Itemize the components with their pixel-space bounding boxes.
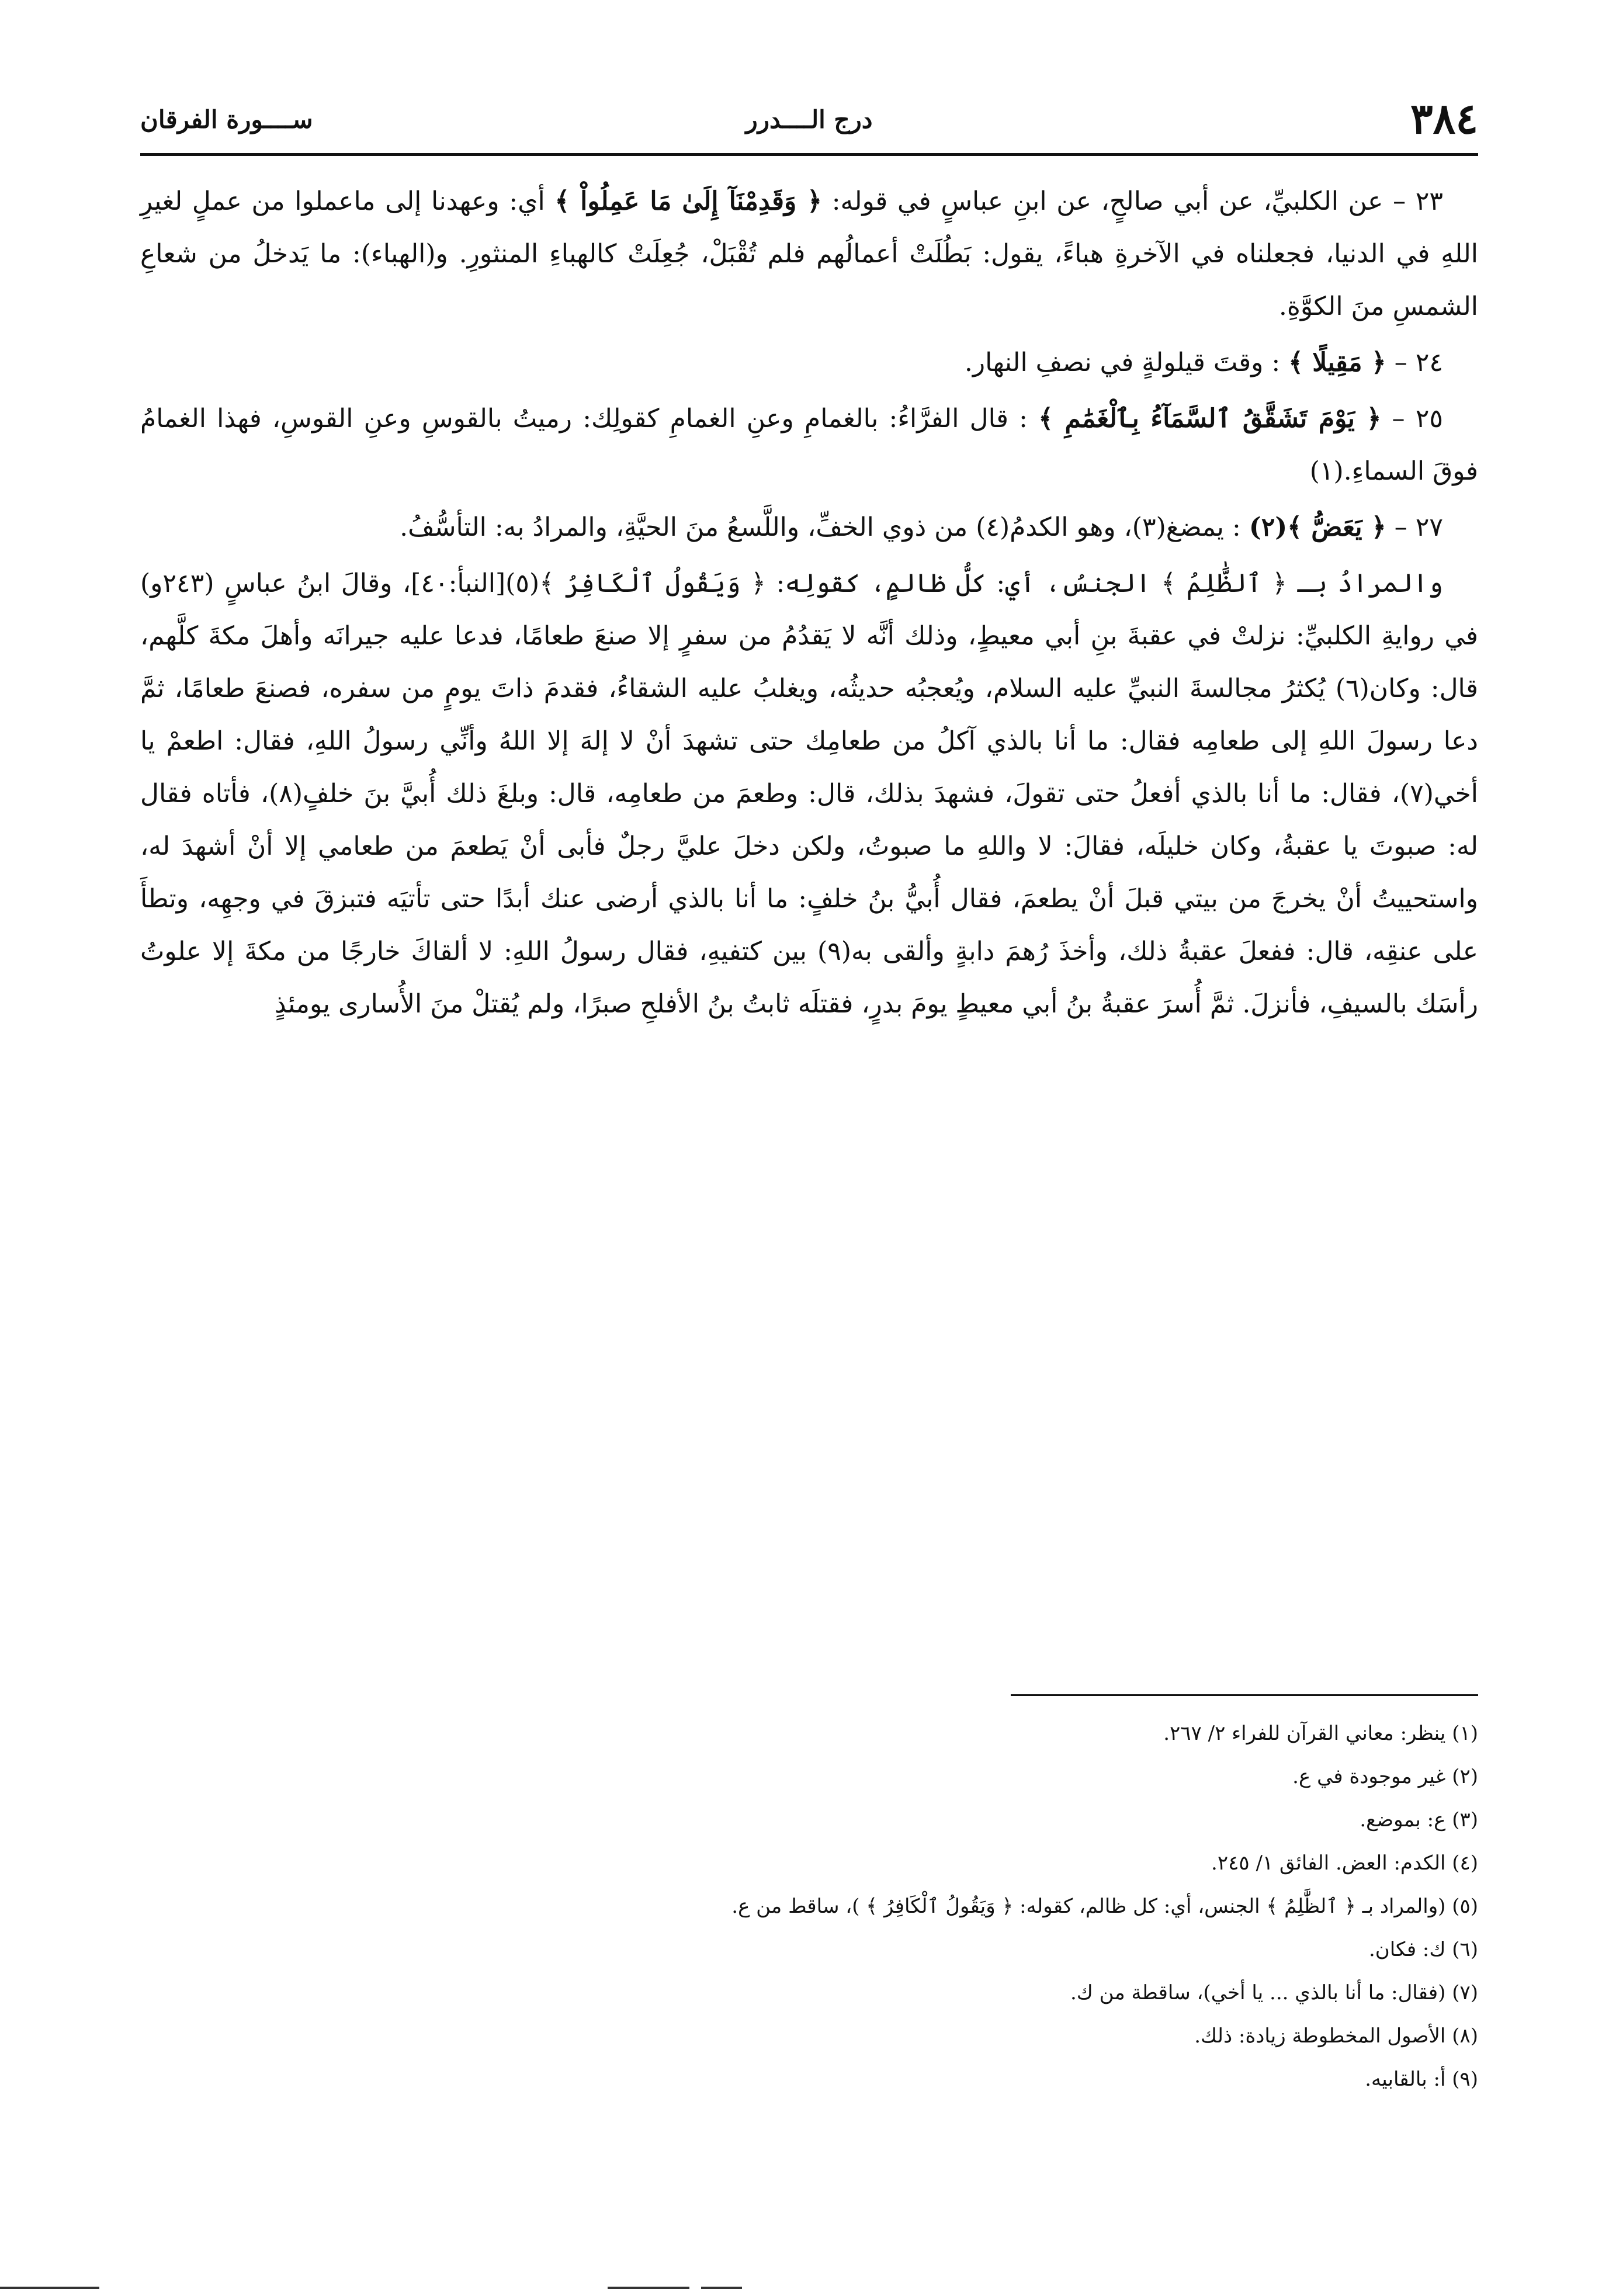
footnote-9: (٩) أ: بالقابيه.: [1365, 2068, 1478, 2091]
quran-quote: ﴿ يَوْمَ تَشَقَّقُ ٱلسَّمَآءُ بِٱلْغَمَٰمِ ﴾: [1038, 404, 1382, 433]
page-number: ٣٨٤: [1410, 93, 1478, 143]
verse-number: ٢٣ –: [1393, 186, 1443, 216]
footnote-3: (٣) ع: بموضع.: [1360, 1808, 1478, 1832]
running-header: [140, 88, 1478, 152]
paragraph-text: [1386, 348, 1395, 377]
paragraph-24: [140, 337, 1478, 389]
paragraph-25: [140, 393, 1478, 498]
footnote-8: (٨) الأصول المخطوطة زيادة: ذلك.: [1194, 2024, 1478, 2048]
verse-number: ٢٧ –: [1394, 512, 1443, 542]
book-title: درج الــــدرر: [745, 105, 873, 134]
paragraph-text: عن الكلبيِّ، عن أبي صالحٍ، عن ابنِ عباسٍ في قوله:: [822, 186, 1393, 216]
scan-edge-mark: [608, 2287, 689, 2289]
paragraph-text: [1381, 404, 1392, 433]
footnote-6: (٦) ك: فكان.: [1368, 1938, 1478, 1961]
main-text: [140, 175, 1478, 1034]
footnote-4: (٤) الكدم: العض. الفائق ١/ ٢٤٥.: [1211, 1851, 1478, 1875]
footnote-7: (٧) (فقال: ما أنا بالذي ... يا أخي)، ساقطة من ك.: [1070, 1981, 1478, 2004]
quran-quote: ﴿ وَقَدِمْنَآ إِلَىٰ مَا عَمِلُواْ ﴾: [554, 186, 823, 216]
paragraph-commentary: والمرادُ بـ ﴿ ٱلظَّٰلِمُ ﴾ الجنسُ، أي: كلُّ ظالمٍ، كقولِه: ﴿ وَيَقُولُ ٱلْكَافِرُ ﴾(٥)[النبأ:٤٠]، وقالَ ابنُ عباسٍ (٢٤٣و) في روايةِ الكلبيِّ: نزلتْ في عقبةَ بنِ أبي معيطٍ، وذلك أنَّه لا يَقدُمُ من سفرٍ إلا صنعَ طعامًا، فدعا عليه جيرانَه وأهلَ مكةَ كلَّهم، قال: وكان(٦) يُكثرُ مجالسةَ النبيِّ عليه السلام، ويُعجبُه حديثُه، ويغلبُ عليه الشقاءُ، فقدمَ ذاتَ يومٍ من سفره، فصنعَ طعامًا، ثمَّ دعا رسولَ اللهِ إلى طعامِه فقال: ما أنا بالذي آكلُ من طعامِك حتى تشهدَ أنْ لا إلهَ إلا اللهُ وأنِّي رسولُ اللهِ، فقال: اطعمْ يا أخي(٧)، فقال: ما أنا بالذي أفعلُ حتى تقولَ، فشهدَ بذلك، قال: وطعمَ من طعامِه، قال: وبلغَ ذلك أُبيَّ بنَ خلفٍ(٨)، فأتاه فقال له: صبوتَ يا عقبةُ، وكان خليلَه، فقالَ: لا واللهِ ما صبوتُ، ولكن دخلَ عليَّ رجلٌ فأبى أنْ يَطعمَ من طعامي إلا أنْ أشهدَ له، واستحييتُ أنْ يخرجَ من بيتي قبلَ أنْ يطعمَ، فقال أُبيُّ بنُ خلفٍ: ما أنا بالذي أرضى عنك أبدًا حتى تأتيَه فتبزقَ في وجهِه، وتطأَ على عنقِه، قال: ففعلَ عقبةُ ذلك، وأخذَ رُهمَ دابةٍ وألقى به(٩) بين كتفيهِ، فقال رسولُ اللهِ: لا ألقاكَ خارجًا من مكةَ إلا علوتُ رأسَك بالسيفِ، فأنزلَ. ثمَّ أُسرَ عقبةُ بنُ أبي معيطٍ يومَ بدرٍ، فقتلَه ثابتُ بنُ الأفلحِ صبرًا، ولم يُقتلْ منَ الأُسارى يومئذٍ: [140, 568, 1478, 1019]
scan-edge-mark: [0, 2287, 99, 2289]
paragraph-23: [140, 175, 1478, 333]
verse-number: ٢٥ –: [1392, 404, 1443, 433]
paragraph-text: أي: وعهدنا إلى ماعملوا من عملٍ لغيرِ اللهِ في الدنيا، فجعلناه في الآخرةِ هباءً، يقول: بَطُلَتْ أعمالُهم فلم تُقْبَلْ، جُعِلَتْ كالهباءِ المنثورِ. و(الهباء): ما يَدخلُ من شعاعِ الشمسِ منَ الكوَّةِ.: [140, 186, 1478, 321]
paragraph-27: [140, 501, 1478, 554]
verse-number: ٢٤ –: [1394, 348, 1443, 377]
paragraph-text: [1386, 512, 1395, 542]
paragraph-text: : يمضغ(٣)، وهو الكدمُ(٤) من ذوي الخفِّ، واللَّسعُ منَ الحيَّةِ، والمرادُ به: التأسُّفُ.: [400, 512, 1249, 542]
footnote-2: (٢) غير موجودة في ع.: [1292, 1765, 1478, 1788]
paragraph-text: : قال الفرَّاءُ: بالغمامِ وعنِ الغمامِ كقولِك: رميتُ بالقوسِ وعنِ القوسِ، فهذا الغمامُ فوقَ السماءِ.(١): [140, 404, 1478, 486]
surah-title: ســــورة الفرقان: [140, 105, 313, 134]
scan-edge-mark: [701, 2287, 742, 2289]
paragraph-text: : وقتَ قيلولةٍ في نصفِ النهار.: [964, 348, 1289, 377]
quran-quote: ﴿ يَعَضُّ ﴾(٢): [1249, 512, 1386, 542]
header-divider: [140, 153, 1478, 156]
footnote-divider: [1011, 1694, 1478, 1696]
footnotes: [140, 1712, 1478, 2101]
footnote-1: (١) ينظر: معاني القرآن للفراء ٢/ ٢٦٧.: [1163, 1722, 1478, 1745]
footnote-5: (٥) (والمراد بـ ﴿ ٱلظَّٰلِمُ ﴾ الجنس، أي: كل ظالم، كقوله: ﴿ وَيَقُولُ ٱلْكَافِرُ ﴾ )، ساقط من ع.: [731, 1895, 1478, 1918]
quran-quote: ﴿ مَقِيلًا ﴾: [1288, 348, 1386, 377]
